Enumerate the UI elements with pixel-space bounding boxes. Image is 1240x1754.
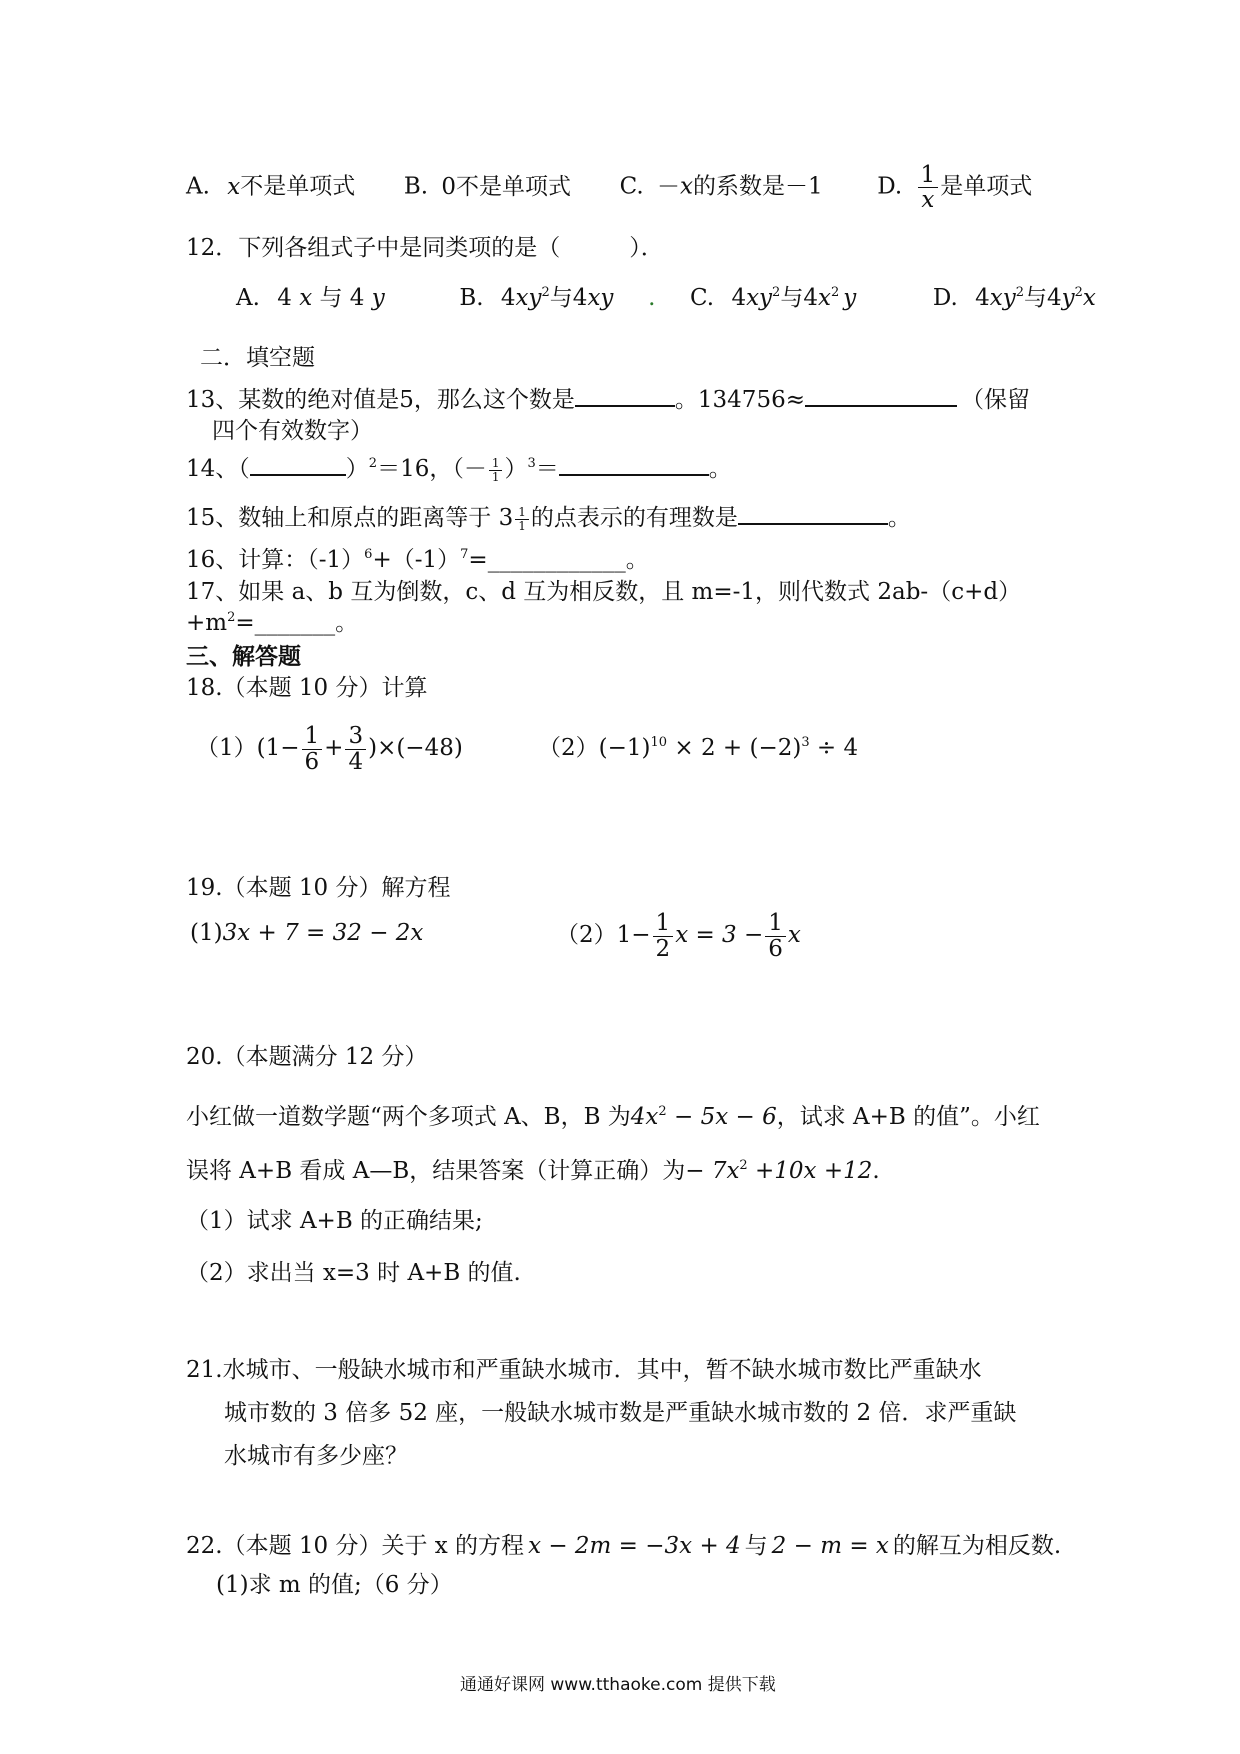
q18-p2-a: (−1) xyxy=(598,735,651,761)
q18-p2-label: （2） xyxy=(538,735,599,761)
q12-c-v3: y xyxy=(843,285,857,311)
q18-p2-exp2: 3 xyxy=(801,735,810,750)
q20-line1 xyxy=(186,1102,1040,1132)
q22-sub1: (1)求 m 的值;（6 分） xyxy=(216,1572,453,1598)
q12-c-mid: 与4 xyxy=(780,285,818,311)
q17-line2 xyxy=(186,608,358,638)
q18-p1-f1-num: 1 xyxy=(302,724,323,749)
q12-c-exp1: 2 xyxy=(772,285,781,300)
q19-p1-eq: 3x + 7 = 32 − 2x xyxy=(222,920,424,946)
q19-p1-label: (1) xyxy=(190,920,223,946)
q17-line1: 17、如果 a、b 互为倒数，c、d 互为相反数，且 m=-1，则代数式 2ab-（c+d） xyxy=(186,579,1022,605)
q12-b-v2: xy xyxy=(587,285,614,311)
q19-p2-c: x xyxy=(787,922,801,948)
q13-part2: 。134756≈ xyxy=(674,387,805,413)
q20-line1-poly-a: 4x xyxy=(630,1104,659,1130)
q20-line2-poly-b: +10x +12 xyxy=(747,1158,873,1184)
q20-line1-poly-b: − 5x − 6 xyxy=(666,1104,777,1130)
q14-blank-2[interactable] xyxy=(559,452,709,476)
q12-a-var1: x xyxy=(299,285,313,311)
q15-fraction xyxy=(515,506,529,532)
q12-d-v3: x xyxy=(1082,285,1096,311)
q18-p1-b: + xyxy=(324,735,344,761)
q12-d-t1: 4 xyxy=(975,285,990,311)
q11-b-text: 0不是单项式 xyxy=(441,173,572,200)
q12-a-var2: y xyxy=(371,285,385,311)
q20-line2-exp: 2 xyxy=(739,1158,748,1173)
q11-a-label: A. xyxy=(186,173,210,200)
q20-line2b: . xyxy=(872,1158,880,1184)
q12-b-label: B. xyxy=(459,285,484,311)
q19-p2-f1-den: 2 xyxy=(655,935,671,962)
q18-p2-c: ÷ 4 xyxy=(809,735,859,761)
q18-p1-frac1 xyxy=(302,724,323,773)
q19-p2-frac2 xyxy=(765,911,786,960)
q16-part3: =____________。 xyxy=(468,547,649,573)
q12-stem: 12．下列各组式子中是同类项的是（ ）． xyxy=(186,235,664,261)
section-2-title: 二．填空题 xyxy=(200,345,315,371)
q19-stem: 19.（本题 10 分）解方程 xyxy=(186,875,451,901)
q19-p2-f1-num: 1 xyxy=(653,911,674,936)
q13-blank-2[interactable] xyxy=(805,383,957,407)
q22-line1 xyxy=(186,1531,1061,1561)
q19-p2-f2-den: 6 xyxy=(768,935,783,962)
q11-options xyxy=(186,163,1032,212)
q11-c-text: 的系数是－1 xyxy=(693,173,823,200)
q12-c-exp2: 2 xyxy=(830,285,840,300)
q18-part1 xyxy=(196,718,463,778)
q22-part2: 与 xyxy=(744,1533,768,1559)
q18-p2-exp1: 10 xyxy=(650,735,668,750)
q20-line1a: 小红做一道数学题“两个多项式 A、B，B 为 xyxy=(186,1104,631,1130)
q16-exp2: 7 xyxy=(460,547,469,562)
q19-p2-f2-num: 1 xyxy=(765,911,786,936)
q15-blank[interactable] xyxy=(738,501,888,525)
q19-p2-label: （2） xyxy=(556,922,617,948)
q12-d-v1: xy xyxy=(989,285,1016,311)
q20-line1b: ，试求 A+B 的值”。小红 xyxy=(776,1104,1040,1130)
q18-p1-frac2 xyxy=(345,724,366,773)
q19-part1 xyxy=(190,918,423,948)
q14-exp1: 2 xyxy=(368,456,378,471)
q18-p1-f2-den: 4 xyxy=(348,748,364,775)
q12-c-t1: 4 xyxy=(731,285,747,311)
q11-d-text: 是单项式 xyxy=(940,173,1033,200)
q11-a-text: 不是单项式 xyxy=(240,173,356,200)
q12-d-v2: y xyxy=(1061,285,1075,311)
q17-line2a: +m xyxy=(186,610,228,636)
q13-part1: 13、某数的绝对值是5，那么这个数是 xyxy=(186,387,575,413)
q14 xyxy=(186,452,732,484)
q20-line2 xyxy=(186,1156,880,1186)
q19-p2-frac1 xyxy=(653,911,674,960)
q14-p3: ＝16，（－ xyxy=(377,456,487,482)
q12-a-mid: 与 4 xyxy=(319,285,365,311)
q11-d-label: D. xyxy=(877,173,903,200)
q12-b-mid: 与4 xyxy=(549,285,588,311)
q11-a-var: x xyxy=(227,173,241,200)
q22-part1: 22.（本题 10 分）关于 x 的方程 xyxy=(186,1533,525,1559)
q11-d-fraction xyxy=(918,163,939,212)
q21-line1: 21.水城市、一般缺水城市和严重缺水城市．其中，暂不缺水城市数比严重缺水 xyxy=(186,1357,982,1383)
q12-b-exp: 2 xyxy=(541,285,550,300)
q18-p1-label: （1） xyxy=(196,735,257,761)
q12-c-v2: x xyxy=(817,285,831,311)
q22-part3: 的解互为相反数. xyxy=(892,1533,1062,1559)
q12-c-v1: xy xyxy=(746,285,773,311)
q11-c-neg: － xyxy=(657,173,681,200)
q13-part3: （保留 xyxy=(960,387,1030,413)
q21-line3: 水城市有多少座？ xyxy=(224,1443,408,1469)
q11-b-label: B. xyxy=(403,173,429,200)
q22-eq2: 2 − m = x xyxy=(771,1533,889,1559)
q12-options: A. 4 x 与 4 y B. $4xy^2$与4xy . C. $4xy^2$与$4x^2$ y D. $4xy^2$与$4y^2x$ xyxy=(236,285,1096,311)
q16 xyxy=(186,545,649,575)
q17-exp: 2 xyxy=(227,610,236,625)
q20-line1-exp: 2 xyxy=(658,1104,667,1119)
section-3-title: 三、解答题 xyxy=(186,643,301,670)
q14-p4: ） xyxy=(504,456,528,482)
q14-fraction xyxy=(489,457,503,483)
q16-exp1: 6 xyxy=(364,547,373,562)
q14-frac-den: 1 xyxy=(491,469,500,484)
q14-label: 14、（ xyxy=(186,456,250,482)
q11-d-num: 1 xyxy=(918,163,939,188)
q13-blank-1[interactable] xyxy=(575,383,675,407)
q12-d-mid: 与4 xyxy=(1024,285,1062,311)
q14-p5: ＝ xyxy=(535,456,559,482)
q13-line2: 四个有效数字） xyxy=(212,418,373,444)
q14-p6: 。 xyxy=(708,456,732,482)
q14-p2: ） xyxy=(345,456,369,482)
q16-part2: +（-1） xyxy=(372,547,461,573)
q15-part1: 15、数轴上和原点的距离等于 3 xyxy=(186,505,514,531)
q17-line2b: =_______。 xyxy=(235,610,359,636)
q18-p1-c: )×(−48) xyxy=(368,735,463,761)
q12-c-label: C. xyxy=(690,285,715,311)
q12-d-exp1: 2 xyxy=(1015,285,1024,300)
q15 xyxy=(186,501,911,533)
q11-c-var: x xyxy=(680,173,694,200)
q21-line2: 城市数的 3 倍多 52 座，一般缺水城市数是严重缺水城市数的 2 倍．求严重缺 xyxy=(224,1400,1017,1426)
q15-frac-den: 1 xyxy=(518,518,526,533)
q15-part3: 。 xyxy=(887,505,911,531)
q15-part2: 的点表示的有理数是 xyxy=(530,505,738,531)
q18-p1-f1-den: 6 xyxy=(304,748,320,775)
q19-part2 xyxy=(556,905,801,965)
q18-p1-f2-num: 3 xyxy=(345,724,366,749)
q20-sub1: （1）试求 A+B 的正确结果; xyxy=(186,1208,483,1234)
q11-d-den: x xyxy=(921,187,935,214)
q20-line2a: 误将 A+B 看成 A—B，结果答案（计算正确）为 xyxy=(186,1158,686,1184)
q18-p1-a: (1− xyxy=(256,735,300,761)
q12-b-t1: 4 xyxy=(500,285,516,311)
q14-exp2: 3 xyxy=(527,456,536,471)
q19-p2-a: 1− xyxy=(616,922,651,948)
q22-eq1: x − 2m = −3x + 4 xyxy=(528,1533,741,1559)
q12-b-v1: xy xyxy=(515,285,542,311)
q11-c-label: C. xyxy=(619,173,644,200)
q15-frac-num: 1 xyxy=(515,506,529,520)
q20-sub2: （2）求出当 x=3 时 A+B 的值. xyxy=(186,1260,521,1286)
q12-a-label: A. xyxy=(236,285,260,311)
q12-a-text1: 4 xyxy=(277,285,292,311)
q20-line2-poly-a: − 7x xyxy=(685,1158,740,1184)
q18-part2 xyxy=(538,718,858,778)
q19-p2-b: x = 3 − xyxy=(675,922,764,948)
q16-part1: 16、计算：（-1） xyxy=(186,547,365,573)
q20-stem: 20.（本题满分 12 分） xyxy=(186,1044,428,1070)
q18-stem: 18.（本题 10 分）计算 xyxy=(186,675,428,701)
q12-d-label: D. xyxy=(932,285,958,311)
q13-line1 xyxy=(186,383,1030,415)
page-footer: 通通好课网 www.tthaoke.com 提供下载 xyxy=(460,1675,776,1695)
q14-frac-num: 1 xyxy=(489,457,503,471)
q18-p2-b: × 2 + (−2) xyxy=(667,735,802,761)
q12-d-exp2: 2 xyxy=(1074,285,1083,300)
q14-blank-1[interactable] xyxy=(250,452,346,476)
